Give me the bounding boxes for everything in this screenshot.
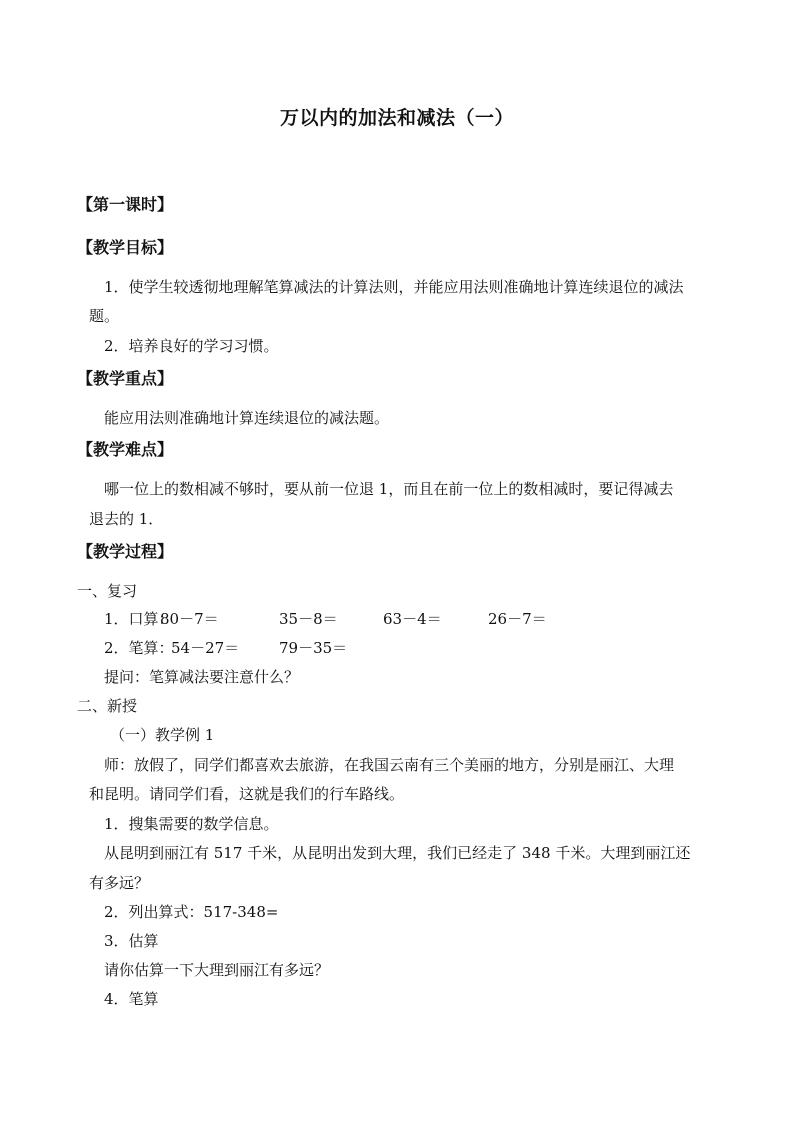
- step-1: 1．搜集需要的数学信息。: [104, 815, 279, 833]
- example-heading: （一）教学例 1: [110, 726, 215, 744]
- heading-lesson: 【第一课时】: [77, 195, 174, 214]
- written-calc-label: 2．笔算：: [104, 639, 174, 657]
- oral-calc-row: [104, 608, 547, 629]
- goal-1-line-2: 题。: [89, 307, 120, 325]
- heading-goals: 【教学目标】: [77, 238, 174, 257]
- oral-calc-item: 63－4＝: [383, 610, 442, 628]
- oral-calc-label: 1．口算：: [104, 610, 174, 628]
- review-question: 提问：笔算减法要注意什么？: [104, 668, 300, 686]
- heading-difficulties: 【教学难点】: [77, 440, 174, 459]
- info-line-1: 从昆明到丽江有 517 千米，从昆明出发到大理，我们已经走了 348 千米。大理到丽江还: [104, 844, 691, 862]
- review-heading: 一、复习: [77, 582, 138, 600]
- oral-calc-item: 26－7＝: [488, 610, 547, 628]
- written-calc-row: [104, 637, 347, 658]
- difficulty-line-1: 哪一位上的数相减不够时，要从前一位退 1，而且在前一位上的数相减时，要记得减去: [104, 480, 674, 498]
- difficulty-line-2: 退去的 1．: [89, 510, 164, 528]
- teacher-line-1: 师：放假了，同学们都喜欢去旅游，在我国云南有三个美丽的地方，分别是丽江、大理: [104, 756, 675, 774]
- goal-2: 2．培养良好的学习习惯。: [104, 337, 279, 355]
- teacher-line-2: 和昆明。请同学们看，这就是我们的行车路线。: [89, 785, 405, 803]
- step-2: 2．列出算式：517-348=: [104, 903, 279, 921]
- written-calc-item: 54－27＝: [171, 639, 240, 657]
- heading-key-points: 【教学重点】: [77, 369, 174, 388]
- step-3: 3．估算: [104, 932, 159, 950]
- oral-calc-item: 35－8＝: [279, 610, 338, 628]
- heading-process: 【教学过程】: [77, 542, 174, 561]
- step-4: 4．笔算: [104, 990, 159, 1008]
- estimate-question: 请你估算一下大理到丽江有多远？: [104, 961, 330, 979]
- written-calc-item: 79－35＝: [279, 639, 348, 657]
- document-title: 万以内的加法和减法（一）: [279, 107, 514, 129]
- new-lesson-heading: 二、新授: [77, 697, 138, 715]
- oral-calc-item: 80－7＝: [160, 610, 219, 628]
- info-line-2: 有多远？: [89, 874, 150, 892]
- key-point-text: 能应用法则准确地计算连续退位的减法题。: [104, 409, 390, 427]
- goal-1-line-1: 1．使学生较透彻地理解笔算减法的计算法则，并能应用法则准确地计算连续退位的减法: [104, 278, 684, 296]
